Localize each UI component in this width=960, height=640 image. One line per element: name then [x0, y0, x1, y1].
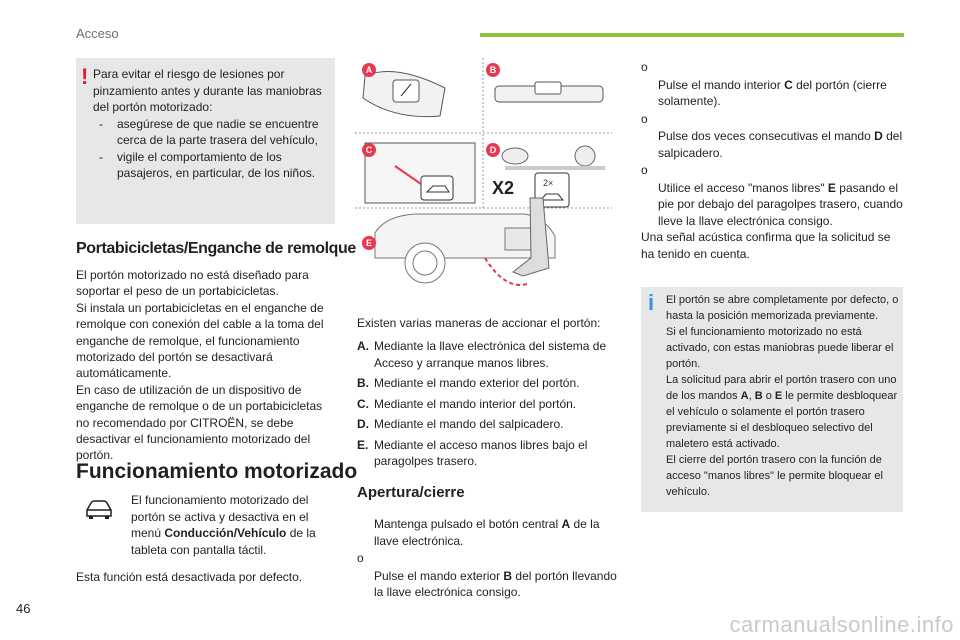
- page-number: 46: [16, 601, 31, 616]
- apertura-heading: Apertura/cierre: [357, 484, 465, 501]
- x2-label: X2: [492, 178, 515, 198]
- step-item: Pulse el mando exterior B del portón llevando la llave electrónica consigo.: [357, 568, 617, 601]
- tailgate-handle-drawing: [495, 82, 603, 102]
- warning-intro: Para evitar el riesgo de lesiones por pinzamiento antes y durante las maniobras del portón motorizado:: [93, 67, 322, 114]
- warning-text: [93, 66, 333, 182]
- bullet-icon: [641, 77, 658, 110]
- bike-heading: Portabicicletas/Enganche de remolque: [76, 240, 356, 257]
- bike-text: El portón motorizado no está diseñado para soportar el peso de un portabicicletas. Si instala un portabicicletas en el enganche de remolque con conexión del cable a la toma del enganche de remolque, el funcionamiento motorizado del portón se desactivará automáticamente. En caso de utilización de un dispositivo de enganche de remolque o de un portabicicletas no recomendado por CITROËN, se debe desactivar el funcionamiento motorizado del portón.: [76, 268, 324, 463]
- bullet-icon: [357, 568, 374, 601]
- methods-list: [357, 338, 612, 474]
- warning-icon: !: [81, 64, 89, 89]
- bullet-icon: [641, 128, 658, 161]
- x2-small-label: 2×: [543, 178, 554, 188]
- header-accent-bar: [480, 33, 904, 37]
- label-e: E: [365, 238, 373, 248]
- label-c: C: [365, 145, 373, 155]
- bullet-icon: [357, 516, 374, 549]
- watermark: carmanualsonline.info: [729, 612, 954, 637]
- methods-intro: Existen varias maneras de accionar el portón:: [357, 316, 601, 330]
- list-item: D. Mediante el mando del salpicadero.: [357, 417, 564, 431]
- or-separator: o: [641, 111, 648, 126]
- motor-heading: Funcionamiento motorizado: [76, 460, 358, 483]
- menu-name: Conducción/Vehículo: [164, 526, 287, 540]
- apertura-steps-col3: [641, 58, 903, 262]
- step-item: Mantenga pulsado el botón central A de la llave electrónica.: [357, 516, 617, 549]
- info-text: El portón se abre completamente por defecto, o hasta la posición memorizada previamente. Si el funcionamiento motorizado no está activado, con estas maniobras puede liberar el portón. La solicitud para abrir el portón trasero con uno de los mandos A, B o E le permite desbloquear el vehículo o solamente el portón trasero previamente si el desbloqueo selectivo del maletero está activado. El cierre del portón trasero con la función de acceso "manos libres" le permite bloquear el vehículo.: [666, 294, 899, 498]
- label-a: A: [365, 65, 373, 75]
- info-icon: i: [648, 290, 655, 315]
- confirm-text: Una señal acústica confirma que la solicitud se ha tenido en cuenta.: [641, 230, 891, 261]
- list-item: C. Mediante el mando interior del portón.: [357, 396, 577, 411]
- bullet-icon: [641, 180, 658, 230]
- or-separator: o: [357, 551, 364, 565]
- list-item: A. Mediante la llave electrónica del sistema de Acceso y arranque manos libres.: [357, 339, 607, 370]
- or-separator: o: [641, 163, 648, 177]
- apertura-steps-col2: [357, 516, 617, 601]
- warning-item: - vigile el comportamiento de los pasajeros, en particular, de los niños.: [99, 149, 316, 180]
- step-item: Pulse el mando interior C del portón (cierre solamente).: [641, 77, 903, 110]
- motor-text: El funcionamiento motorizado del portón se activa y desactiva en el menú Conducción/Vehículo de la tableta con pantalla táctil.: [131, 493, 316, 557]
- section-title: Acceso: [76, 26, 119, 41]
- dashboard-drawing: [502, 146, 605, 170]
- car-icon: [84, 498, 114, 520]
- list-item: E. Mediante el acceso manos libres bajo el paragolpes trasero.: [357, 437, 588, 468]
- step-item: Utilice el acceso "manos libres" E pasando el pie por debajo del paragolpes trasero, cuando lleve la llave electrónica consigo.: [641, 180, 903, 230]
- key-fob-drawing: [363, 72, 445, 117]
- list-item: B. Mediante el mando exterior del portón.: [357, 376, 580, 390]
- label-b: B: [489, 65, 497, 75]
- step-item: Pulse dos veces consecutivas el mando D del salpicadero.: [641, 128, 903, 161]
- interior-button-drawing: [365, 143, 475, 203]
- or-separator: o: [641, 60, 648, 74]
- warning-item: - asegúrese de que nadie se encuentre cerca de la parte trasera del vehículo,: [99, 116, 319, 147]
- label-d: D: [489, 145, 497, 155]
- tailgate-illustration: [355, 58, 612, 298]
- motor-off-note: Esta función está desactivada por defecto.: [76, 570, 303, 584]
